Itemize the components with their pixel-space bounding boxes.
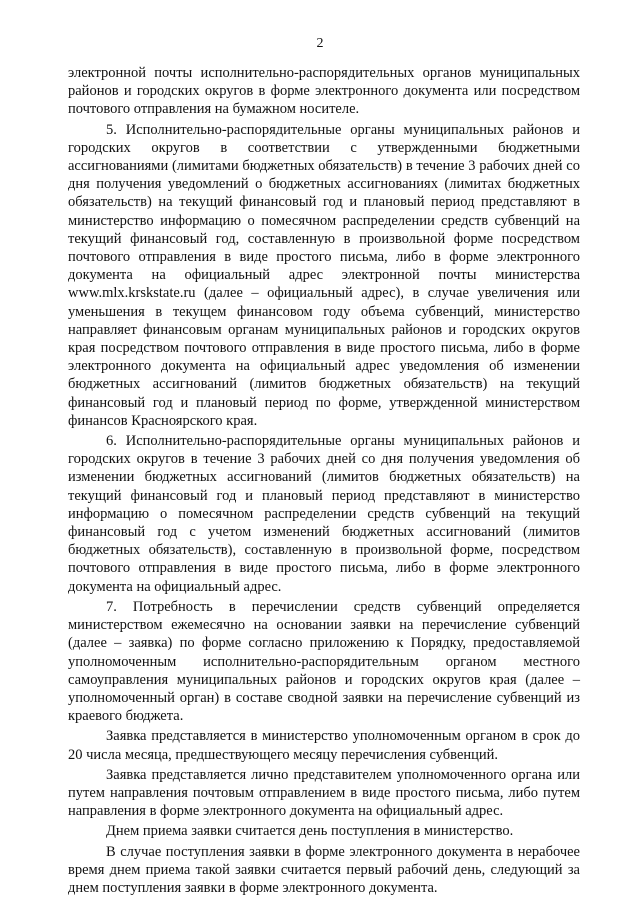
document-body xyxy=(68,64,580,897)
paragraph-submission-method: Заявка представляется лично представителем уполномоченного органа или путем направления почтовым отправлением в виде простого письма, либо путем направления в форме электронного документа на официальный адрес. xyxy=(68,766,580,820)
page-number: 2 xyxy=(316,36,324,51)
paragraph-6: 6. Исполнительно-распорядительные органы муниципальных районов и городских округов в течение 3 рабочих дней со дня получения уведомления об изменении бюджетных ассигнований (лимитов бюджетных обязательств) на текущий финансовый год и плановый период представляют в министерство информацию о помесячном распределении средств субвенций на текущий финансовый год с учетом изменений бюджетных ассигнований (лимитов бюджетных обязательств), составленную в произвольной форме, посредством почтового отправления в виде простого письма, либо в форме электронного документа на официальный адрес. xyxy=(68,433,580,595)
paragraph-receipt-day: Днем приема заявки считается день поступления в министерство. xyxy=(106,823,514,840)
paragraph-submission-deadline: Заявка представляется в министерство уполномоченным органом в срок до 20 числа месяца, предшествующего месяцу перечисления субвенций. xyxy=(68,728,580,763)
paragraph-electronic-receipt: В случае поступления заявки в форме электронного документа в нерабочее время днем приема такой заявки считается первый рабочий день, следующий за днем поступления заявки в форме электронного документа. xyxy=(68,843,580,896)
paragraph-continuation: электронной почты исполнительно-распорядительных органов муниципальных районов и городских округов в форме электронного документа или посредством почтового отправления на бумажном носителе. xyxy=(68,65,580,118)
paragraph-7: 7. Потребность в перечислении средств субвенций определяется министерством ежемесячно на основании заявки на перечисление субвенций (далее – заявка) по форме согласно приложению к Порядку, предоставляемой уполномоченным исполнительно-распорядительным органом местного самоуправления муниципальных районов и городских округов края (далее – уполномоченный орган) в составе сводной заявки на перечисление субвенций из краевого бюджета. xyxy=(68,598,580,725)
paragraph-5: 5. Исполнительно-распорядительные органы муниципальных районов и городских округов в соответствии с утвержденными бюджетными ассигнованиями (лимитами бюджетных обязательств) в течение 3 рабочих дней со дня получения уведомлений о бюджетных ассигнованиях (лимитах бюджетных обязательств) на текущий финансовый год и плановый период представляют в министерство информацию о помесячном распределении средств субвенций на текущий финансовый год, составленную в произвольной форме посредством почтового отправления в виде простого письма, либо в форме электронного документа на официальный адрес электронной почты министерства www.mlx.krskstate.ru (далее – официальный адрес), в случае увеличения или уменьшения в текущем финансовом году объема субвенций, министерство направляет финансовым органам муниципальных районов и городских округов края посредством почтового отправления в виде простого письма, либо в форме электронного документа на официальный адрес уведомления об изменении бюджетных ассигнований (лимитов бюджетных обязательств) на текущий финансовый год и плановый период по форме, утвержденной министерством финансов Красноярского края. xyxy=(68,121,580,429)
